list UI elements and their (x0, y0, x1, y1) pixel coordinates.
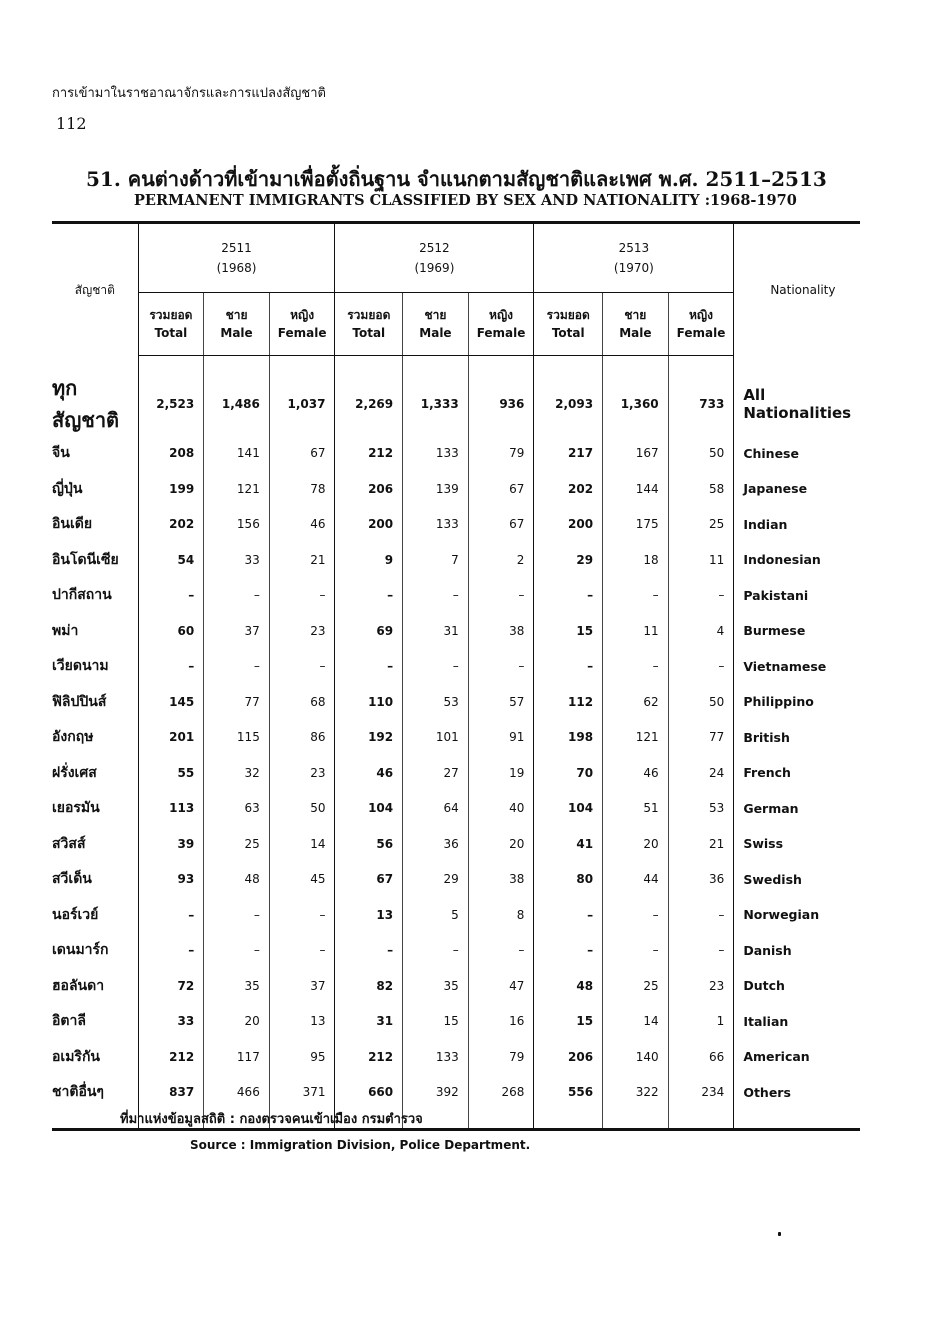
cell-total: 9 (335, 542, 403, 578)
cell-total: 15 (534, 1004, 603, 1040)
table-row (52, 791, 860, 827)
source-english: Source : Immigration Division, Police Department. (190, 1138, 531, 1152)
subheader-thai: ชาย (225, 308, 248, 322)
table-row (52, 649, 860, 685)
cell-total: 212 (138, 1039, 204, 1075)
subheader-english: Female (277, 326, 327, 340)
subheader-thai: หญิง (290, 308, 315, 322)
nationality-thai: ฝรั่งเศส (52, 764, 97, 781)
subheader-total (534, 293, 603, 356)
cell-male: 53 (403, 684, 469, 720)
cell-male: 322 (603, 1075, 669, 1130)
nationality-thai: ญี่ปุ่น (52, 480, 83, 497)
cell-male: 392 (403, 1075, 469, 1130)
cell-female: 13 (269, 1004, 335, 1040)
nationality-english: Chinese (734, 436, 860, 472)
table-row (52, 356, 860, 436)
nationality-english: German (734, 791, 860, 827)
cell-female: 11 (668, 542, 734, 578)
year-ce: (1968) (216, 261, 257, 275)
cell-male: 133 (403, 1039, 469, 1075)
nationality-english: Norwegian (734, 897, 860, 933)
cell-total: 69 (335, 613, 403, 649)
nationality-thai: สวีเด็น (52, 871, 92, 888)
cell-female: 268 (468, 1075, 534, 1130)
running-head: การเข้ามาในราชอาณาจักรและการแปลงสัญชาติ (52, 86, 326, 101)
table-body (52, 356, 860, 1130)
table-row (52, 684, 860, 720)
cell-female: 14 (269, 826, 335, 862)
cell-male: 18 (603, 542, 669, 578)
cell-total: – (335, 578, 403, 614)
cell-male: – (204, 578, 270, 614)
cell-female: – (269, 578, 335, 614)
cell-male: 15 (403, 1004, 469, 1040)
cell-total: 104 (534, 791, 603, 827)
cell-total: – (534, 649, 603, 685)
nationality-thai-header: สัญชาติ (74, 282, 115, 297)
cell-male: 1,360 (603, 356, 669, 436)
cell-female: 37 (269, 968, 335, 1004)
subheader-male (603, 293, 669, 356)
cell-male: 1,486 (204, 356, 270, 436)
subheader-male (403, 293, 469, 356)
nationality-english: Danish (734, 933, 860, 969)
cell-female: 21 (668, 826, 734, 862)
cell-total: 2,269 (335, 356, 403, 436)
cell-total: – (138, 897, 204, 933)
table-row (52, 862, 860, 898)
cell-male: – (204, 933, 270, 969)
cell-male: 46 (603, 755, 669, 791)
cell-female: – (269, 649, 335, 685)
nationality-thai: ทุกสัญชาติ (52, 375, 120, 432)
nationality-english: Italian (734, 1004, 860, 1040)
cell-total: 29 (534, 542, 603, 578)
nationality-thai: ฮอลันดา (52, 977, 105, 994)
cell-total: 837 (138, 1075, 204, 1130)
cell-total: 80 (534, 862, 603, 898)
cell-male: 31 (403, 613, 469, 649)
cell-male: 77 (204, 684, 270, 720)
cell-female: 20 (468, 826, 534, 862)
cell-female: 77 (668, 720, 734, 756)
nationality-thai: นอร์เวย์ (52, 906, 99, 923)
cell-female: 371 (269, 1075, 335, 1130)
nationality-thai: อินเดีย (52, 516, 93, 533)
cell-total: 145 (138, 684, 204, 720)
cell-female: 23 (668, 968, 734, 1004)
nationality-thai: ฟิลิปปินส์ (52, 693, 107, 710)
cell-female: 91 (468, 720, 534, 756)
cell-female: 46 (269, 507, 335, 543)
cell-total: – (138, 933, 204, 969)
cell-total: 206 (335, 471, 403, 507)
cell-total: 206 (534, 1039, 603, 1075)
subheader-thai: ชาย (424, 308, 447, 322)
cell-total: 39 (138, 826, 204, 862)
cell-female: 1 (668, 1004, 734, 1040)
table-row (52, 436, 860, 472)
subheader-english: Male (220, 326, 253, 340)
cell-male: 11 (603, 613, 669, 649)
year-ce: (1969) (414, 261, 455, 275)
cell-male: 121 (603, 720, 669, 756)
nationality-thai: อิตาลี (52, 1013, 86, 1030)
cell-male: 115 (204, 720, 270, 756)
cell-male: 33 (204, 542, 270, 578)
table-row (52, 933, 860, 969)
subheader-female (468, 293, 534, 356)
cell-male: 35 (204, 968, 270, 1004)
year-be: 2513 (618, 241, 650, 255)
table-row (52, 968, 860, 1004)
cell-female: 25 (668, 507, 734, 543)
cell-male: – (603, 897, 669, 933)
cell-male: 175 (603, 507, 669, 543)
cell-total: – (335, 933, 403, 969)
nationality-thai: จีน (52, 445, 70, 462)
cell-female: 4 (668, 613, 734, 649)
cell-female: 57 (468, 684, 534, 720)
nationality-english: Swedish (734, 862, 860, 898)
cell-male: 44 (603, 862, 669, 898)
nationality-thai: พม่า (52, 622, 79, 639)
cell-total: 217 (534, 436, 603, 472)
cell-male: 25 (204, 826, 270, 862)
cell-male: – (603, 649, 669, 685)
cell-female: – (668, 578, 734, 614)
nationality-english: Indian (734, 507, 860, 543)
nationality-thai: ปากีสถาน (52, 587, 112, 604)
cell-total: 660 (335, 1075, 403, 1130)
subheader-english: Male (419, 326, 452, 340)
cell-female: 86 (269, 720, 335, 756)
cell-male: 167 (603, 436, 669, 472)
source-thai: ที่มาแห่งข้อมูลสถิติ : กองตรวจคนเข้าเมือง กรมตำรวจ (120, 1112, 423, 1127)
cell-male: – (403, 933, 469, 969)
cell-male: 140 (603, 1039, 669, 1075)
year-header (534, 223, 734, 293)
cell-female: 66 (668, 1039, 734, 1075)
cell-male: 62 (603, 684, 669, 720)
cell-male: 133 (403, 436, 469, 472)
cell-total: 2,093 (534, 356, 603, 436)
cell-total: 113 (138, 791, 204, 827)
cell-total: – (138, 649, 204, 685)
cell-male: 121 (204, 471, 270, 507)
cell-female: 24 (668, 755, 734, 791)
cell-female: 45 (269, 862, 335, 898)
cell-total: – (534, 578, 603, 614)
cell-female: 95 (269, 1039, 335, 1075)
subheader-thai: หญิง (489, 308, 514, 322)
subheader-total (138, 293, 204, 356)
cell-total: 55 (138, 755, 204, 791)
table-row (52, 1004, 860, 1040)
cell-total: 67 (335, 862, 403, 898)
cell-total: 60 (138, 613, 204, 649)
nationality-thai: เดนมาร์ก (52, 942, 109, 959)
cell-female: 21 (269, 542, 335, 578)
cell-male: 64 (403, 791, 469, 827)
table-row (52, 471, 860, 507)
cell-total: 41 (534, 826, 603, 862)
cell-female: – (668, 933, 734, 969)
cell-total: 70 (534, 755, 603, 791)
table-row (52, 542, 860, 578)
cell-male: 1,333 (403, 356, 469, 436)
cell-female: – (468, 933, 534, 969)
table-row (52, 1039, 860, 1075)
cell-male: 35 (403, 968, 469, 1004)
table-row (52, 720, 860, 756)
cell-female: 47 (468, 968, 534, 1004)
nationality-thai: สวิสส์ (52, 835, 86, 852)
cell-female: 79 (468, 436, 534, 472)
cell-male: 14 (603, 1004, 669, 1040)
page-number: 112 (56, 114, 87, 133)
nationality-english: Swiss (734, 826, 860, 862)
subheader-thai: หญิง (688, 308, 713, 322)
cell-female: 1,037 (269, 356, 335, 436)
cell-female: 58 (668, 471, 734, 507)
cell-male: 37 (204, 613, 270, 649)
cell-total: 202 (534, 471, 603, 507)
cell-male: – (403, 578, 469, 614)
cell-female: – (269, 897, 335, 933)
nationality-english: Burmese (734, 613, 860, 649)
cell-female: 53 (668, 791, 734, 827)
cell-female: – (668, 649, 734, 685)
nationality-english: Japanese (734, 471, 860, 507)
nationality-english: American (734, 1039, 860, 1075)
cell-total: 2,523 (138, 356, 204, 436)
cell-male: 36 (403, 826, 469, 862)
cell-total: 200 (534, 507, 603, 543)
cell-female: 19 (468, 755, 534, 791)
cell-male: – (403, 649, 469, 685)
cell-female: 50 (668, 684, 734, 720)
cell-male: 156 (204, 507, 270, 543)
cell-female: 234 (668, 1075, 734, 1130)
cell-total: 212 (335, 1039, 403, 1075)
ink-speck (778, 1232, 781, 1236)
cell-male: 144 (603, 471, 669, 507)
cell-total: 82 (335, 968, 403, 1004)
nationality-english: Others (734, 1075, 860, 1130)
subheader-english: Female (676, 326, 726, 340)
cell-total: – (138, 578, 204, 614)
subheader-total (335, 293, 403, 356)
cell-male: 29 (403, 862, 469, 898)
year-header (138, 223, 335, 293)
cell-female: – (668, 897, 734, 933)
nationality-english: Dutch (734, 968, 860, 1004)
cell-total: – (534, 933, 603, 969)
cell-total: 112 (534, 684, 603, 720)
cell-female: 733 (668, 356, 734, 436)
cell-male: 141 (204, 436, 270, 472)
cell-female: – (269, 933, 335, 969)
subheader-english: Male (619, 326, 652, 340)
table-header (52, 223, 860, 356)
nationality-thai: เยอรมัน (52, 800, 100, 817)
cell-total: 31 (335, 1004, 403, 1040)
year-be: 2511 (221, 241, 252, 255)
nationality-thai: เวียดนาม (52, 658, 109, 675)
cell-female: 36 (668, 862, 734, 898)
cell-male: 20 (603, 826, 669, 862)
cell-total: 15 (534, 613, 603, 649)
nationality-thai: อังกฤษ (52, 729, 94, 746)
subheader-english: Total (352, 326, 386, 340)
table-title-thai: 51. คนต่างด้าวที่เข้ามาเพื่อตั้งถิ่นฐาน จำแนกตามสัญชาติและเพศ พ.ศ. 2511–2513 (86, 167, 827, 191)
cell-female: 40 (468, 791, 534, 827)
cell-female: 67 (269, 436, 335, 472)
cell-male: – (603, 578, 669, 614)
cell-male: 5 (403, 897, 469, 933)
cell-total: 13 (335, 897, 403, 933)
cell-female: 2 (468, 542, 534, 578)
immigrants-table (52, 221, 860, 1131)
table-title-english: PERMANENT IMMIGRANTS CLASSIFIED BY SEX AND NATIONALITY :1968-1970 (134, 192, 797, 209)
cell-female: 50 (269, 791, 335, 827)
table-row (52, 826, 860, 862)
cell-total: 198 (534, 720, 603, 756)
nationality-thai: อินโดนีเซีย (52, 551, 119, 568)
nationality-thai: อเมริกัน (52, 1048, 100, 1065)
cell-female: 79 (468, 1039, 534, 1075)
cell-male: – (603, 933, 669, 969)
cell-male: 27 (403, 755, 469, 791)
cell-total: 72 (138, 968, 204, 1004)
subheader-thai: รวมยอด (347, 308, 391, 322)
cell-male: 133 (403, 507, 469, 543)
cell-male: 32 (204, 755, 270, 791)
cell-total: 200 (335, 507, 403, 543)
cell-male: 101 (403, 720, 469, 756)
cell-female: 23 (269, 755, 335, 791)
cell-male: 51 (603, 791, 669, 827)
subheader-female (668, 293, 734, 356)
year-ce: (1970) (613, 261, 654, 275)
cell-female: 78 (269, 471, 335, 507)
table-row (52, 578, 860, 614)
cell-male: – (204, 897, 270, 933)
table-row (52, 897, 860, 933)
cell-female: 50 (668, 436, 734, 472)
subheader-thai: รวมยอด (149, 308, 193, 322)
cell-total: 192 (335, 720, 403, 756)
cell-female: 23 (269, 613, 335, 649)
year-header (335, 223, 534, 293)
cell-male: 7 (403, 542, 469, 578)
cell-male: 48 (204, 862, 270, 898)
cell-total: 54 (138, 542, 204, 578)
cell-male: 466 (204, 1075, 270, 1130)
cell-male: 117 (204, 1039, 270, 1075)
cell-female: 8 (468, 897, 534, 933)
nationality-thai: ชาติอื่นๆ (52, 1084, 104, 1101)
cell-total: 556 (534, 1075, 603, 1130)
nationality-english: Indonesian (734, 542, 860, 578)
subheader-male (204, 293, 270, 356)
year-be: 2512 (419, 241, 450, 255)
cell-female: 68 (269, 684, 335, 720)
cell-total: 110 (335, 684, 403, 720)
table-row (52, 507, 860, 543)
table-row (52, 755, 860, 791)
cell-male: – (204, 649, 270, 685)
nationality-english: Pakistani (734, 578, 860, 614)
subheader-thai: ชาย (624, 308, 647, 322)
cell-female: 67 (468, 507, 534, 543)
cell-total: 93 (138, 862, 204, 898)
cell-total: 33 (138, 1004, 204, 1040)
subheader-thai: รวมยอด (546, 308, 590, 322)
cell-total: 212 (335, 436, 403, 472)
cell-total: 48 (534, 968, 603, 1004)
nationality-english: Philippino (734, 684, 860, 720)
nationality-english: British (734, 720, 860, 756)
nationality-english: French (734, 755, 860, 791)
cell-total: 56 (335, 826, 403, 862)
subheader-english: Total (551, 326, 585, 340)
cell-female: – (468, 649, 534, 685)
cell-total: 208 (138, 436, 204, 472)
cell-total: – (335, 649, 403, 685)
cell-female: 16 (468, 1004, 534, 1040)
cell-total: 104 (335, 791, 403, 827)
nationality-english: All Nationalities (734, 356, 860, 436)
cell-male: 25 (603, 968, 669, 1004)
cell-total: – (534, 897, 603, 933)
cell-male: 20 (204, 1004, 270, 1040)
cell-total: 201 (138, 720, 204, 756)
subheader-english: Female (476, 326, 526, 340)
cell-male: 139 (403, 471, 469, 507)
nationality-english: Vietnamese (734, 649, 860, 685)
cell-female: 936 (468, 356, 534, 436)
cell-female: 38 (468, 862, 534, 898)
nationality-english-header: Nationality (734, 223, 860, 356)
cell-total: 199 (138, 471, 204, 507)
cell-female: 67 (468, 471, 534, 507)
cell-total: 46 (335, 755, 403, 791)
cell-female: 38 (468, 613, 534, 649)
cell-total: 202 (138, 507, 204, 543)
subheader-female (269, 293, 335, 356)
cell-female: – (468, 578, 534, 614)
table-row (52, 613, 860, 649)
cell-male: 63 (204, 791, 270, 827)
subheader-english: Total (154, 326, 188, 340)
